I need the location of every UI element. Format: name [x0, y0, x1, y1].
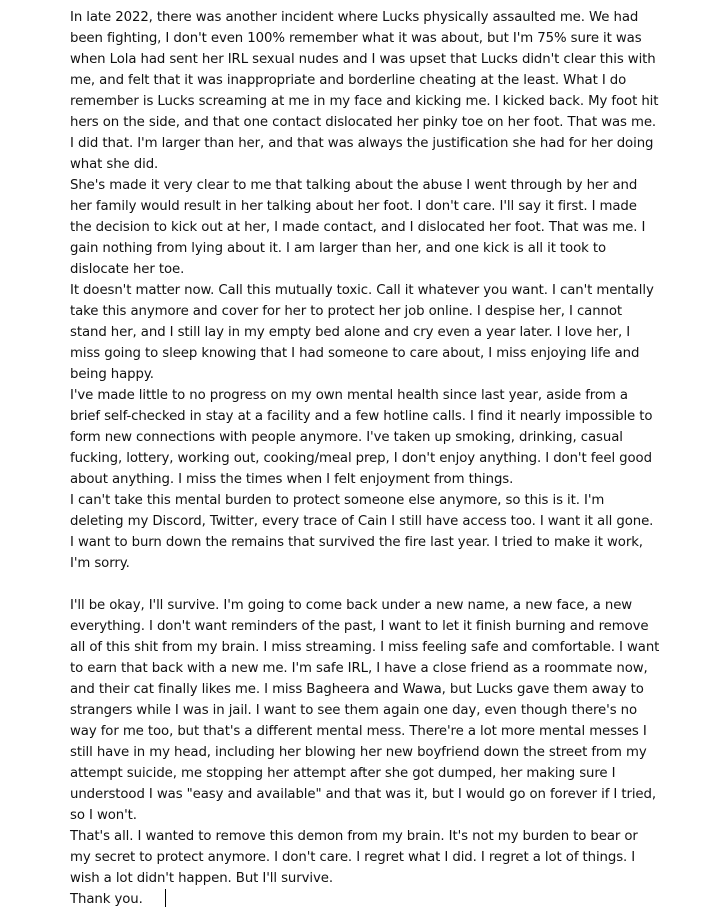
- closing-text: Thank you.: [70, 892, 143, 907]
- text-cursor: [165, 889, 166, 907]
- empty-line: [70, 574, 660, 595]
- paragraph-4: I've made little to no progress on my own mental health since last year, aside from a brief self-checked in stay at a facility and a few hotline calls. I find it nearly impossible to form new connections with people anymore. I've taken up smoking, drinking, casual fucking, lottery, working out, cooking/meal prep, I don't enjoy anything. I don't feel good about anything. I miss the times when I felt enjoyment from things.: [70, 388, 653, 487]
- paragraph-6: I'll be okay, I'll survive. I'm going to come back under a new name, a new face, a new everything. I don't want reminders of the past, I want to let it finish burning and remove all of this shit from my brain. I miss streaming. I miss feeling safe and comfortable. I want to earn that back with a new me. I'm safe IRL, I have a close friend as a roommate now, and their cat finally likes me. I miss Bagheera and Wawa, but Lucks gave them away to strangers while I was in jail. I want to see them again one day, even though there's no way for me too, but that's a different mental mess. There're a lot more mental messes I still have in my head, including her blowing her new boyfriend down the street from my attempt suicide, me stopping her attempt after she got dumped, her making sure I understood I was "easy and available" and that was it, but I would go on forever if I tried, so I won't.: [70, 598, 660, 823]
- paragraph-3: It doesn't matter now. Call this mutually toxic. Call it whatever you want. I can't mentally take this anymore and cover for her to protect her job online. I despise her, I cannot stand her, and I still lay in my empty bed alone and cry even a year later. I love her, I miss going to sleep knowing that I had someone to care about, I miss enjoying life and being happy.: [70, 283, 654, 382]
- paragraph-2: She's made it very clear to me that talking about the abuse I went through by her and her family would result in her talking about her foot. I don't care. I'll say it first. I made the decision to kick out at her, I made contact, and I dislocated her foot. That was me. I gain nothing from lying about it. I am larger than her, and one kick is all it took to dislocate her toe.: [70, 178, 646, 277]
- paragraph-7: That's all. I wanted to remove this demon from my brain. It's not my burden to bear or my secret to protect anymore. I don't care. I regret what I did. I regret a lot of things. I wish a lot didn't happen. But I'll survive.: [70, 829, 638, 886]
- closing-line: [70, 889, 660, 910]
- paragraph-1: In late 2022, there was another incident where Lucks physically assaulted me. We had been fighting, I don't even 100% remember what it was about, but I'm 75% sure it was when Lola had sent her IRL sexual nudes and I was upset that Lucks didn't clear this with me, and felt that it was inappropriate and borderline cheating at the least. What I do remember is Lucks screaming at me in my face and kicking me. I kicked back. My foot hit hers on the side, and that one contact dislocated her pinky toe on her foot. That was me. I did that. I'm larger than her, and that was always the justification she had for her doing what she did.: [70, 10, 659, 172]
- paragraph-5: I can't take this mental burden to protect someone else anymore, so this is it. I'm deleting my Discord, Twitter, every trace of Cain I still have access too. I want it all gone. I want to burn down the remains that survived the fire last year. I tried to make it work, I'm sorry.: [70, 493, 654, 571]
- document-body[interactable]: [70, 7, 660, 910]
